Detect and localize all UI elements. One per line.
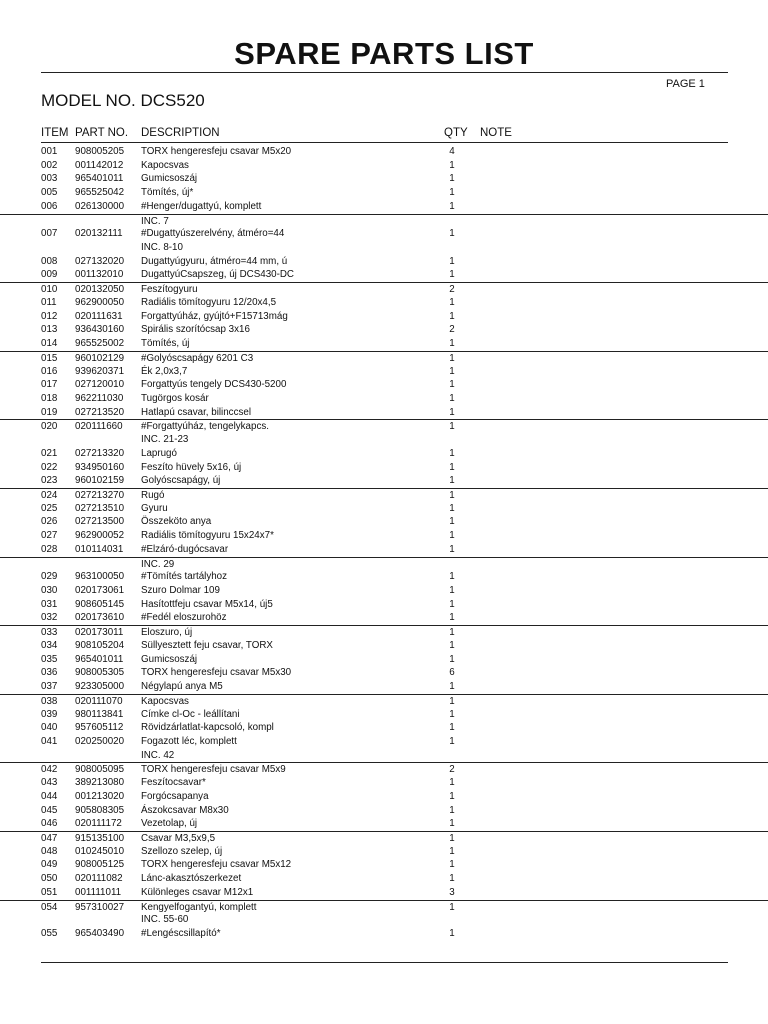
part-number: 001132010 <box>75 269 124 281</box>
item-number: 042 <box>41 764 58 776</box>
quantity: 1 <box>449 901 455 913</box>
item-number: 036 <box>41 667 58 679</box>
quantity: 1 <box>449 187 455 199</box>
item-number: 011 <box>41 296 57 308</box>
header-note: NOTE <box>480 127 512 139</box>
part-number: 020250020 <box>75 735 125 747</box>
quantity: 1 <box>449 585 455 597</box>
quantity: 1 <box>449 365 455 377</box>
part-description: INC. 21-23 <box>141 434 189 446</box>
table-row <box>0 900 768 914</box>
item-number: 003 <box>41 173 58 185</box>
item-number: 019 <box>41 406 58 418</box>
quantity: 2 <box>449 764 455 776</box>
part-description: INC. 7 <box>141 215 169 227</box>
item-number: 023 <box>41 475 58 487</box>
part-description: Kapocsvas <box>141 695 189 707</box>
item-number: 054 <box>41 901 58 913</box>
quantity: 1 <box>449 735 455 747</box>
table-row <box>0 241 768 255</box>
part-description: Tugörgos kosár <box>141 392 209 404</box>
item-number: 012 <box>41 310 58 322</box>
item-number: 016 <box>41 365 58 377</box>
item-number: 009 <box>41 269 58 281</box>
part-description: Rugó <box>141 490 165 501</box>
part-number: 965403490 <box>75 928 125 940</box>
table-row <box>0 214 768 228</box>
part-number: 934950160 <box>75 461 125 473</box>
part-number: 020173610 <box>75 612 125 624</box>
item-number: 038 <box>41 695 58 707</box>
quantity: 1 <box>449 708 455 720</box>
quantity: 1 <box>449 543 455 555</box>
part-description: Szuro Dolmar 109 <box>141 585 220 597</box>
part-number: 027120010 <box>75 379 125 391</box>
part-description: Forgócsapanya <box>141 790 209 802</box>
item-number: 024 <box>41 490 58 501</box>
quantity: 1 <box>449 461 455 473</box>
table-row <box>0 804 768 818</box>
table-row <box>0 584 768 598</box>
item-number: 032 <box>41 612 58 624</box>
part-description: Csavar M3,5x9,5 <box>141 833 216 844</box>
part-number: 965525042 <box>75 187 125 199</box>
item-number: 047 <box>41 833 58 844</box>
table-row <box>0 447 768 461</box>
part-description: Laprugó <box>141 447 177 459</box>
part-description: #Fedél eloszurohöz <box>141 612 227 624</box>
part-description: Golyóscsapágy, új <box>141 475 221 487</box>
table-row <box>0 159 768 173</box>
quantity: 1 <box>449 859 455 871</box>
part-number: 001142012 <box>75 159 124 171</box>
item-number: 002 <box>41 159 58 171</box>
item-number: 028 <box>41 543 58 555</box>
item-number: 030 <box>41 585 58 597</box>
part-number: 905808305 <box>75 804 125 816</box>
part-description: Szellozo szelep, új <box>141 845 223 857</box>
part-number: 957605112 <box>75 722 124 734</box>
quantity: 1 <box>449 310 455 322</box>
table-row <box>0 419 768 433</box>
part-number: 939620371 <box>75 365 125 377</box>
quantity: 1 <box>449 516 455 528</box>
part-description: Vezetolap, új <box>141 818 198 830</box>
part-description: TORX hengeresfeju csavar M5x12 <box>141 859 292 871</box>
item-number: 035 <box>41 653 58 665</box>
part-number: 965401011 <box>75 653 124 665</box>
quantity: 2 <box>449 284 455 296</box>
document-title: SPARE PARTS LIST <box>234 36 534 71</box>
part-number: 010114031 <box>75 543 124 555</box>
table-row <box>0 817 768 831</box>
table-row <box>0 913 768 927</box>
quantity: 1 <box>449 159 455 171</box>
quantity: 1 <box>449 790 455 802</box>
item-number: 029 <box>41 571 58 583</box>
item-number: 034 <box>41 639 58 651</box>
item-number: 013 <box>41 324 58 336</box>
quantity: 3 <box>449 886 455 898</box>
part-number: 962900050 <box>75 296 125 308</box>
quantity: 6 <box>449 667 455 679</box>
table-row <box>0 886 768 900</box>
quantity: 1 <box>449 530 455 542</box>
quantity: 1 <box>449 873 455 885</box>
table-row <box>0 776 768 790</box>
part-description: Gyuru <box>141 502 168 514</box>
quantity: 1 <box>449 200 455 212</box>
table-row <box>0 406 768 420</box>
part-description: #Tömítés tartályhoz <box>141 571 228 583</box>
item-number: 043 <box>41 777 58 789</box>
part-description: #Dugattyúszerelvény, átméro=44 <box>141 228 285 240</box>
part-number: 027213500 <box>75 516 125 528</box>
part-number: 020111082 <box>75 873 123 885</box>
table-row <box>0 598 768 612</box>
table-row <box>0 762 768 776</box>
table-row <box>0 172 768 186</box>
part-number: 923305000 <box>75 681 125 693</box>
part-number: 027132020 <box>75 255 125 267</box>
item-number: 044 <box>41 790 58 802</box>
part-description: Lánc-akasztószerkezet <box>141 873 242 885</box>
quantity: 1 <box>449 228 455 240</box>
part-number: 020111172 <box>75 818 122 830</box>
table-row <box>0 365 768 379</box>
item-number: 007 <box>41 228 58 240</box>
part-number: 908005305 <box>75 667 125 679</box>
item-number: 026 <box>41 516 58 528</box>
table-row <box>0 433 768 447</box>
part-description: Kengyelfogantyú, komplett <box>141 901 257 913</box>
model-number: MODEL NO. DCS520 <box>41 91 205 110</box>
part-description: Fogazott léc, komplett <box>141 735 237 747</box>
item-number: 049 <box>41 859 58 871</box>
table-row <box>0 461 768 475</box>
table-row <box>0 721 768 735</box>
quantity: 1 <box>449 695 455 707</box>
part-description: Címke cl-Oc - leállítani <box>141 708 240 720</box>
part-number: 027213270 <box>75 490 125 501</box>
part-number: 908105204 <box>75 639 125 651</box>
quantity: 1 <box>449 612 455 624</box>
quantity: 1 <box>449 173 455 185</box>
part-description: INC. 42 <box>141 749 175 761</box>
quantity: 1 <box>449 653 455 665</box>
quantity: 1 <box>449 352 455 364</box>
table-row <box>0 310 768 324</box>
item-number: 010 <box>41 284 58 296</box>
quantity: 1 <box>449 296 455 308</box>
part-description: Forgattyús tengely DCS430-5200 <box>141 379 287 391</box>
item-number: 017 <box>41 379 58 391</box>
footer-divider <box>41 962 728 963</box>
table-row <box>0 282 768 296</box>
part-number: 020173061 <box>75 585 125 597</box>
table-row <box>0 708 768 722</box>
table-row <box>0 268 768 282</box>
quantity: 1 <box>449 639 455 651</box>
quantity: 1 <box>449 845 455 857</box>
part-description: Kapocsvas <box>141 159 189 171</box>
item-number: 051 <box>41 886 58 898</box>
quantity: 1 <box>449 804 455 816</box>
table-row <box>0 790 768 804</box>
part-number: 027213320 <box>75 447 125 459</box>
item-number: 046 <box>41 818 58 830</box>
quantity: 1 <box>449 475 455 487</box>
part-number: 960102159 <box>75 475 125 487</box>
table-row <box>0 927 768 941</box>
table-row <box>0 145 768 159</box>
quantity: 1 <box>449 833 455 844</box>
part-description: Dugattyúgyuru, átméro=44 mm, ú <box>141 255 288 267</box>
part-description: #Elzáró-dugócsavar <box>141 543 229 555</box>
quantity: 1 <box>449 627 455 639</box>
part-description: TORX hengeresfeju csavar M5x30 <box>141 667 292 679</box>
part-number: 020132111 <box>75 228 123 240</box>
part-description: Négylapú anya M5 <box>141 681 223 693</box>
quantity: 1 <box>449 392 455 404</box>
part-number: 026130000 <box>75 200 125 212</box>
part-number: 965401011 <box>75 173 124 185</box>
table-row <box>0 872 768 886</box>
item-number: 015 <box>41 352 58 364</box>
table-row <box>0 735 768 749</box>
quantity: 1 <box>449 406 455 418</box>
item-number: 022 <box>41 461 58 473</box>
part-description: Süllyesztett feju csavar, TORX <box>141 639 273 651</box>
table-row <box>0 666 768 680</box>
table-row <box>0 296 768 310</box>
table-row <box>0 337 768 351</box>
table-row <box>0 488 768 502</box>
part-description: Feszítocsavar* <box>141 777 206 789</box>
table-row <box>0 515 768 529</box>
part-number: 908605145 <box>75 598 125 610</box>
part-description: Gumicsoszáj <box>141 653 198 665</box>
quantity: 1 <box>449 490 455 501</box>
table-row <box>0 474 768 488</box>
table-row <box>0 858 768 872</box>
part-number: 980113841 <box>75 708 124 720</box>
part-number: 389213080 <box>75 777 125 789</box>
quantity: 2 <box>449 324 455 336</box>
table-row <box>0 323 768 337</box>
part-number: 965525002 <box>75 338 125 350</box>
part-description: #Golyóscsapágy 6201 C3 <box>141 352 254 364</box>
part-description: #Lengéscsillapító* <box>141 928 221 940</box>
quantity: 1 <box>449 379 455 391</box>
part-number: 908005095 <box>75 764 125 776</box>
item-number: 001 <box>41 146 58 157</box>
part-number: 962211030 <box>75 392 124 404</box>
table-row <box>0 694 768 708</box>
quantity: 1 <box>449 818 455 830</box>
item-number: 006 <box>41 200 58 212</box>
table-row <box>0 392 768 406</box>
quantity: 1 <box>449 598 455 610</box>
item-number: 018 <box>41 392 58 404</box>
part-number: 001213020 <box>75 790 125 802</box>
part-description: Tömítés, új <box>141 338 190 350</box>
part-description: Spirális szorítócsap 3x16 <box>141 324 250 336</box>
part-number: 027213520 <box>75 406 125 418</box>
table-row <box>0 227 768 241</box>
quantity: 1 <box>449 571 455 583</box>
part-description: Összeköto anya <box>141 516 212 528</box>
quantity: 1 <box>449 269 455 281</box>
table-row <box>0 639 768 653</box>
part-description: TORX hengeresfeju csavar M5x9 <box>141 764 286 776</box>
item-number: 020 <box>41 421 58 433</box>
table-row <box>0 749 768 763</box>
part-description: #Henger/dugattyú, komplett <box>141 200 262 212</box>
part-description: Eloszuro, új <box>141 627 193 639</box>
table-row <box>0 543 768 557</box>
header-description: DESCRIPTION <box>141 127 220 139</box>
item-number: 027 <box>41 530 58 542</box>
item-number: 031 <box>41 598 58 610</box>
part-description: Radiális tömítogyuru 15x24x7* <box>141 530 274 542</box>
table-row <box>0 845 768 859</box>
item-number: 037 <box>41 681 58 693</box>
part-description: Ék 2,0x3,7 <box>141 365 188 377</box>
header-item: ITEM <box>41 127 69 139</box>
table-row <box>0 351 768 365</box>
item-number: 025 <box>41 502 58 514</box>
item-number: 008 <box>41 255 58 267</box>
table-row <box>0 200 768 214</box>
part-number: 020111660 <box>75 421 123 433</box>
table-row <box>0 611 768 625</box>
part-number: 020132050 <box>75 284 125 296</box>
table-row <box>0 570 768 584</box>
table-row <box>0 255 768 269</box>
part-number: 908005205 <box>75 146 125 157</box>
item-number: 041 <box>41 735 58 747</box>
part-number: 960102129 <box>75 352 125 364</box>
item-number: 005 <box>41 187 58 199</box>
part-description: Rövidzárlatlat-kapcsoló, kompl <box>141 722 274 734</box>
table-row <box>0 502 768 516</box>
part-number: 962900052 <box>75 530 125 542</box>
part-description: Feszítogyuru <box>141 284 198 296</box>
quantity: 1 <box>449 928 455 940</box>
part-number: 957310027 <box>75 901 125 913</box>
part-number: 020173011 <box>75 627 124 639</box>
item-number: 040 <box>41 722 58 734</box>
part-number: 963100050 <box>75 571 125 583</box>
quantity: 1 <box>449 777 455 789</box>
header-qty: QTY <box>444 127 468 139</box>
table-row <box>0 186 768 200</box>
part-description: INC. 55-60 <box>141 914 189 926</box>
part-description: Különleges csavar M12x1 <box>141 886 254 898</box>
part-description: TORX hengeresfeju csavar M5x20 <box>141 146 292 157</box>
title-divider <box>41 72 728 73</box>
part-number: 020111631 <box>75 310 123 322</box>
part-description: Hatlapú csavar, bilinccsel <box>141 406 251 418</box>
item-number: 055 <box>41 928 58 940</box>
part-description: INC. 8-10 <box>141 242 183 254</box>
quantity: 4 <box>449 146 455 157</box>
table-row <box>0 557 768 571</box>
part-description: Radiális tömítogyuru 12/20x4,5 <box>141 296 277 308</box>
item-number: 050 <box>41 873 58 885</box>
table-row <box>0 625 768 639</box>
quantity: 1 <box>449 255 455 267</box>
table-row <box>0 378 768 392</box>
quantity: 1 <box>449 421 455 433</box>
part-description: Hasítottfeju csavar M5x14, új5 <box>141 598 273 610</box>
part-number: 936430160 <box>75 324 125 336</box>
item-number: 045 <box>41 804 58 816</box>
part-number: 010245010 <box>75 845 125 857</box>
item-number: 021 <box>41 447 58 459</box>
item-number: 048 <box>41 845 58 857</box>
part-number: 027213510 <box>75 502 125 514</box>
part-description: Feszíto hüvely 5x16, új <box>141 461 242 473</box>
part-number: 001111011 <box>75 886 122 898</box>
quantity: 1 <box>449 447 455 459</box>
table-row <box>0 680 768 694</box>
part-description: Gumicsoszáj <box>141 173 198 185</box>
page-number: PAGE 1 <box>666 78 705 90</box>
part-description: DugattyúCsapszeg, új DCS430-DC <box>141 269 295 281</box>
part-number: 908005125 <box>75 859 125 871</box>
header-part-no: PART NO. <box>75 127 129 139</box>
quantity: 1 <box>449 338 455 350</box>
part-description: Tömítés, új* <box>141 187 194 199</box>
item-number: 033 <box>41 627 58 639</box>
part-description: Forgattyúház, gyújtó+F15713mág <box>141 310 288 322</box>
header-divider <box>41 142 728 143</box>
part-description: Ászokcsavar M8x30 <box>141 804 229 816</box>
table-row <box>0 831 768 845</box>
quantity: 1 <box>449 502 455 514</box>
table-row <box>0 653 768 667</box>
part-number: 915135100 <box>75 833 125 844</box>
item-number: 014 <box>41 338 58 350</box>
part-description: INC. 29 <box>141 558 175 570</box>
quantity: 1 <box>449 722 455 734</box>
item-number: 039 <box>41 708 58 720</box>
part-number: 020111070 <box>75 695 123 707</box>
table-row <box>0 529 768 543</box>
quantity: 1 <box>449 681 455 693</box>
part-description: #Forgattyúház, tengelykapcs. <box>141 421 269 433</box>
